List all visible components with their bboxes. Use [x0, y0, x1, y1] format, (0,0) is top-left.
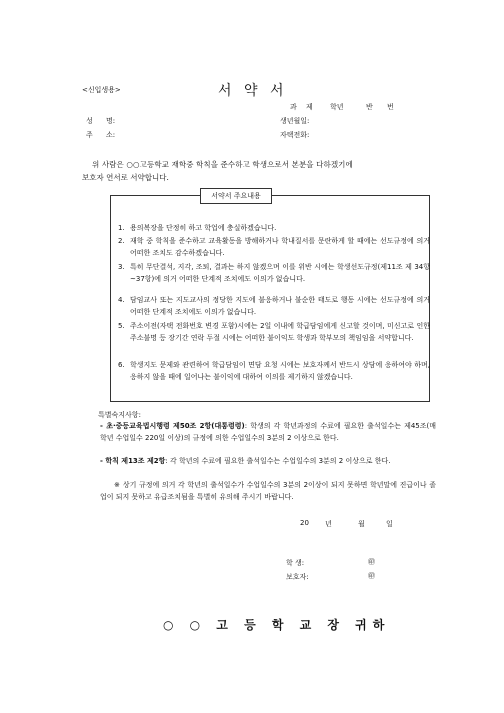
note-2-reference: - 학칙 제13조 제2항: [100, 457, 166, 465]
pledge-item-number: 4.: [118, 296, 125, 304]
pledge-item-number: 5.: [118, 322, 125, 330]
pledge-item-number: 2.: [118, 237, 125, 245]
birth-date-label: 생년월일:: [280, 117, 310, 125]
note-2: [100, 456, 436, 468]
pledge-item-number: 3.: [118, 263, 125, 271]
name-label-2: 명:: [106, 117, 116, 125]
student-signature-label: 학 생:: [286, 559, 305, 567]
date-year-label: 년: [325, 520, 332, 528]
pledge-item-text: 용의복장을 단정히 하고 학업에 충실하겠습니다.: [130, 224, 277, 232]
class-label: 반: [366, 103, 373, 111]
pledge-item: [118, 295, 430, 318]
date-year: 20: [300, 519, 309, 527]
pledge-item-number: 1.: [118, 224, 125, 232]
pledge-line-2: 보호자 연서로 서약합니다.: [82, 173, 169, 182]
pledge-item-number: 6.: [118, 361, 125, 369]
number-label: 번: [387, 103, 394, 111]
pledge-item-text: 특히 무단결석, 지각, 조퇴, 결과는 하지 않겠으며 이를 위반 시에는 학생선도규정(제11조 제 34항~37항)에 의거 어떠한 단계적 조치에도 이의가 없습니다.: [130, 263, 430, 283]
pledge-item: [118, 236, 430, 259]
page-title: 서 약 서: [218, 83, 288, 99]
address-label-2: 소:: [106, 131, 116, 139]
course-label: 과: [290, 103, 297, 111]
student-seal-icon: ㊞: [368, 558, 375, 566]
name-label: 성: [86, 117, 93, 125]
pledge-item: [118, 321, 430, 344]
pledge-item-text: 주소이전(자택 전화번호 변경 포함)시에는 2일 이내에 학급담임에게 신고할 것이며, 미신고로 인한 주소불명 등 장기간 연락 두절 시에는 어떠한 불이익도 학생과 학부모의 책임임을 서약합니다.: [130, 322, 430, 342]
course-label-2: 제: [306, 103, 313, 111]
pledge-content-title: 서약서 주요내용: [200, 188, 272, 204]
pledge-item: [118, 360, 430, 383]
note-1: [100, 421, 436, 444]
guardian-seal-icon: ㊞: [368, 572, 375, 580]
guardian-signature-label: 보호자:: [286, 573, 309, 581]
date-day-label: 일: [386, 520, 393, 528]
note-3: ※ 상기 규정에 의거 각 학년의 출석일수가 수업일수의 3분의 2이상이 되지 못하면 학년말에 진급이나 졸업이 되지 못하고 유급조치됨을 특별히 유의해 주시기 바랍니다.: [100, 481, 436, 501]
notes-heading: 특별숙지사항:: [98, 411, 141, 419]
pledge-line-1: 위 사람은 ○○고등학교 재학중 학칙을 준수하고 학생으로서 본분을 다하겠기에: [92, 160, 353, 169]
date-month-label: 월: [358, 520, 365, 528]
home-phone-label: 자택전화:: [280, 131, 310, 139]
note-2-text: : 각 학년의 수료에 필요한 출석일수는 수업일수의 3분의 2 이상으로 한다.: [165, 457, 391, 465]
address-label: 주: [86, 131, 93, 139]
pledge-item-text: 담임교사 또는 지도교사의 정당한 지도에 불응하거나 불순한 태도로 행동 시에는 선도규정에 의거 어떠한 단계적 조치에도 이의가 없습니다.: [130, 296, 430, 316]
note-1-text: : 학생의 각 학년과정의 수료에 필요한 출석일수는 제45조(매 학년 수업일수 220일 이상)의 규정에 의한 수업일수의 3분의 2 이상으로 한다.: [100, 422, 437, 442]
recipient-title: ○ ○ 고 등 학 교 장 귀하: [163, 618, 391, 632]
pledge-item: [118, 262, 430, 285]
pledge-item-text: 재학 중 학칙을 준수하고 교육활동을 방해하거나 학내질서를 문란하게 할 때에는 선도규정에 의거 어떠한 조치도 감수하겠습니다.: [130, 237, 430, 257]
form-category: <신입생용>: [82, 86, 121, 94]
pledge-item: [118, 223, 430, 235]
grade-label: 학년: [330, 103, 344, 111]
note-1-reference: - 초·중등교육법시행령 제50조 2항(대통령령): [100, 422, 245, 430]
pledge-item-text: 학생지도 문제와 관련하여 학급담임이 면담 요청 시에는 보호자께서 반드시 상담에 응하여야 하며, 응하지 않을 때에 일어나는 불이익에 대하여 이의를 제기하지 않겠습니다.: [130, 361, 430, 381]
